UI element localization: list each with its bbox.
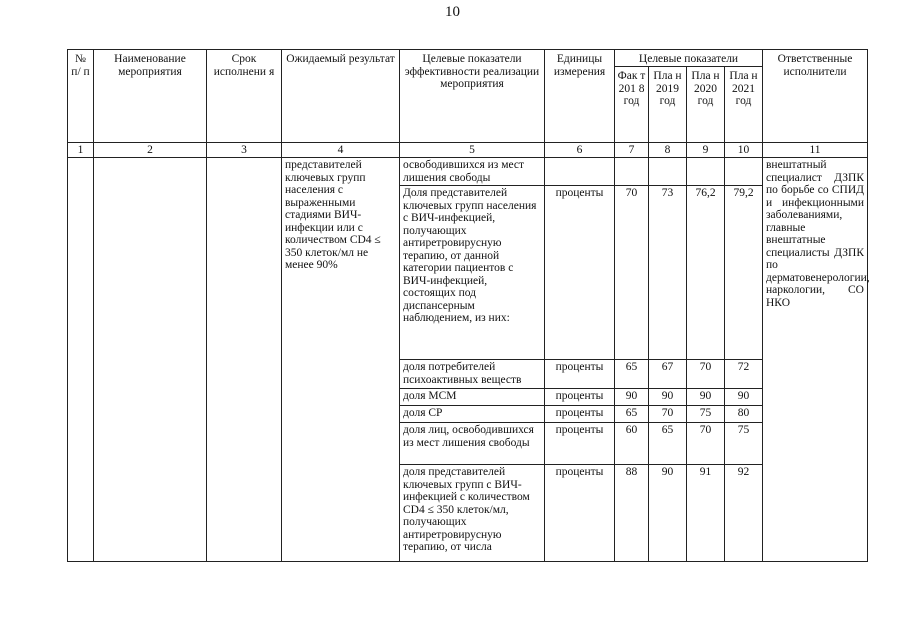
value-2019: 67 — [649, 360, 687, 389]
indicator-text: доля представителей ключевых групп с ВИЧ-инфекцией с количеством CD4 ≤ 350 клеток/мл, получающих антиретровирусную терапию, от числа — [400, 465, 545, 562]
value-2018 — [615, 158, 649, 186]
value-2021: 90 — [725, 389, 763, 406]
header-num: № п/ п — [68, 50, 94, 143]
col-number: 6 — [545, 143, 615, 158]
value-2021: 75 — [725, 423, 763, 465]
value-2021: 80 — [725, 406, 763, 423]
header-year-2020: Пла н 2020 год — [687, 67, 725, 143]
indicator-text: доля потребителей психоактивных веществ — [400, 360, 545, 389]
header-measure-name: Наименование мероприятия — [94, 50, 207, 143]
header-year-2021: Пла н 2021 год — [725, 67, 763, 143]
col-number: 5 — [400, 143, 545, 158]
value-2018: 65 — [615, 406, 649, 423]
value-2018: 88 — [615, 465, 649, 562]
cell-num — [68, 158, 94, 562]
value-2020: 76,2 — [687, 186, 725, 360]
header-deadline: Срок исполнени я — [207, 50, 282, 143]
header-responsible: Ответственные исполнители — [763, 50, 868, 143]
col-number: 9 — [687, 143, 725, 158]
value-2020 — [687, 158, 725, 186]
value-2020: 91 — [687, 465, 725, 562]
unit-cell: проценты — [545, 465, 615, 562]
unit-cell: проценты — [545, 186, 615, 360]
unit-cell — [545, 158, 615, 186]
header-units: Единицы измерения — [545, 50, 615, 143]
value-2019: 90 — [649, 389, 687, 406]
unit-cell: проценты — [545, 406, 615, 423]
header-indicators: Целевые показатели эффективности реализации мероприятия — [400, 50, 545, 143]
value-2021: 72 — [725, 360, 763, 389]
header-year-2019: Пла н 2019 год — [649, 67, 687, 143]
col-number: 7 — [615, 143, 649, 158]
col-number: 3 — [207, 143, 282, 158]
header-expected-result: Ожидаемый результат — [282, 50, 400, 143]
col-number: 10 — [725, 143, 763, 158]
value-2020: 75 — [687, 406, 725, 423]
value-2020: 70 — [687, 423, 725, 465]
value-2019: 90 — [649, 465, 687, 562]
cell-measure-name — [94, 158, 207, 562]
indicator-text: Доля представителей ключевых групп населения с ВИЧ-инфекцией, получающих антиретровирусную терапию, от данной категории пациентов с ВИЧ-инфекцией, состоящих под диспансерным наблюдением, из них: — [400, 186, 545, 360]
indicator-text: освободившихся из мест лишения свободы — [400, 158, 545, 186]
value-2021 — [725, 158, 763, 186]
value-2019 — [649, 158, 687, 186]
header-year-2018: Фак т 201 8 год — [615, 67, 649, 143]
indicator-text: доля МСМ — [400, 389, 545, 406]
unit-cell: проценты — [545, 423, 615, 465]
indicator-text: доля лиц, освободившихся из мест лишения свободы — [400, 423, 545, 465]
value-2018: 65 — [615, 360, 649, 389]
value-2020: 70 — [687, 360, 725, 389]
value-2019: 73 — [649, 186, 687, 360]
responsible-executors: внештатный специалист ДЗПК по борьбе со СПИД и инфекционными заболеваниями, главные внештатные специалисты ДЗПК по дерматовенерологии, наркологии, СО НКО — [763, 158, 868, 562]
expected-result: представителей ключевых групп населения с выраженными стадиями ВИЧ-инфекции или с количеством CD4 ≤ 350 клеток/мл не менее 90% — [282, 158, 400, 562]
value-2020: 90 — [687, 389, 725, 406]
value-2019: 65 — [649, 423, 687, 465]
page-number: 10 — [445, 4, 460, 20]
value-2021: 92 — [725, 465, 763, 562]
value-2018: 60 — [615, 423, 649, 465]
col-number: 4 — [282, 143, 400, 158]
value-2021: 79,2 — [725, 186, 763, 360]
header-target-group: Целевые показатели — [615, 50, 763, 67]
value-2019: 70 — [649, 406, 687, 423]
col-number: 1 — [68, 143, 94, 158]
unit-cell: проценты — [545, 389, 615, 406]
cell-deadline — [207, 158, 282, 562]
value-2018: 90 — [615, 389, 649, 406]
col-number: 11 — [763, 143, 868, 158]
unit-cell: проценты — [545, 360, 615, 389]
value-2018: 70 — [615, 186, 649, 360]
measures-table — [67, 49, 868, 562]
indicator-text: доля СР — [400, 406, 545, 423]
col-number: 2 — [94, 143, 207, 158]
col-number: 8 — [649, 143, 687, 158]
